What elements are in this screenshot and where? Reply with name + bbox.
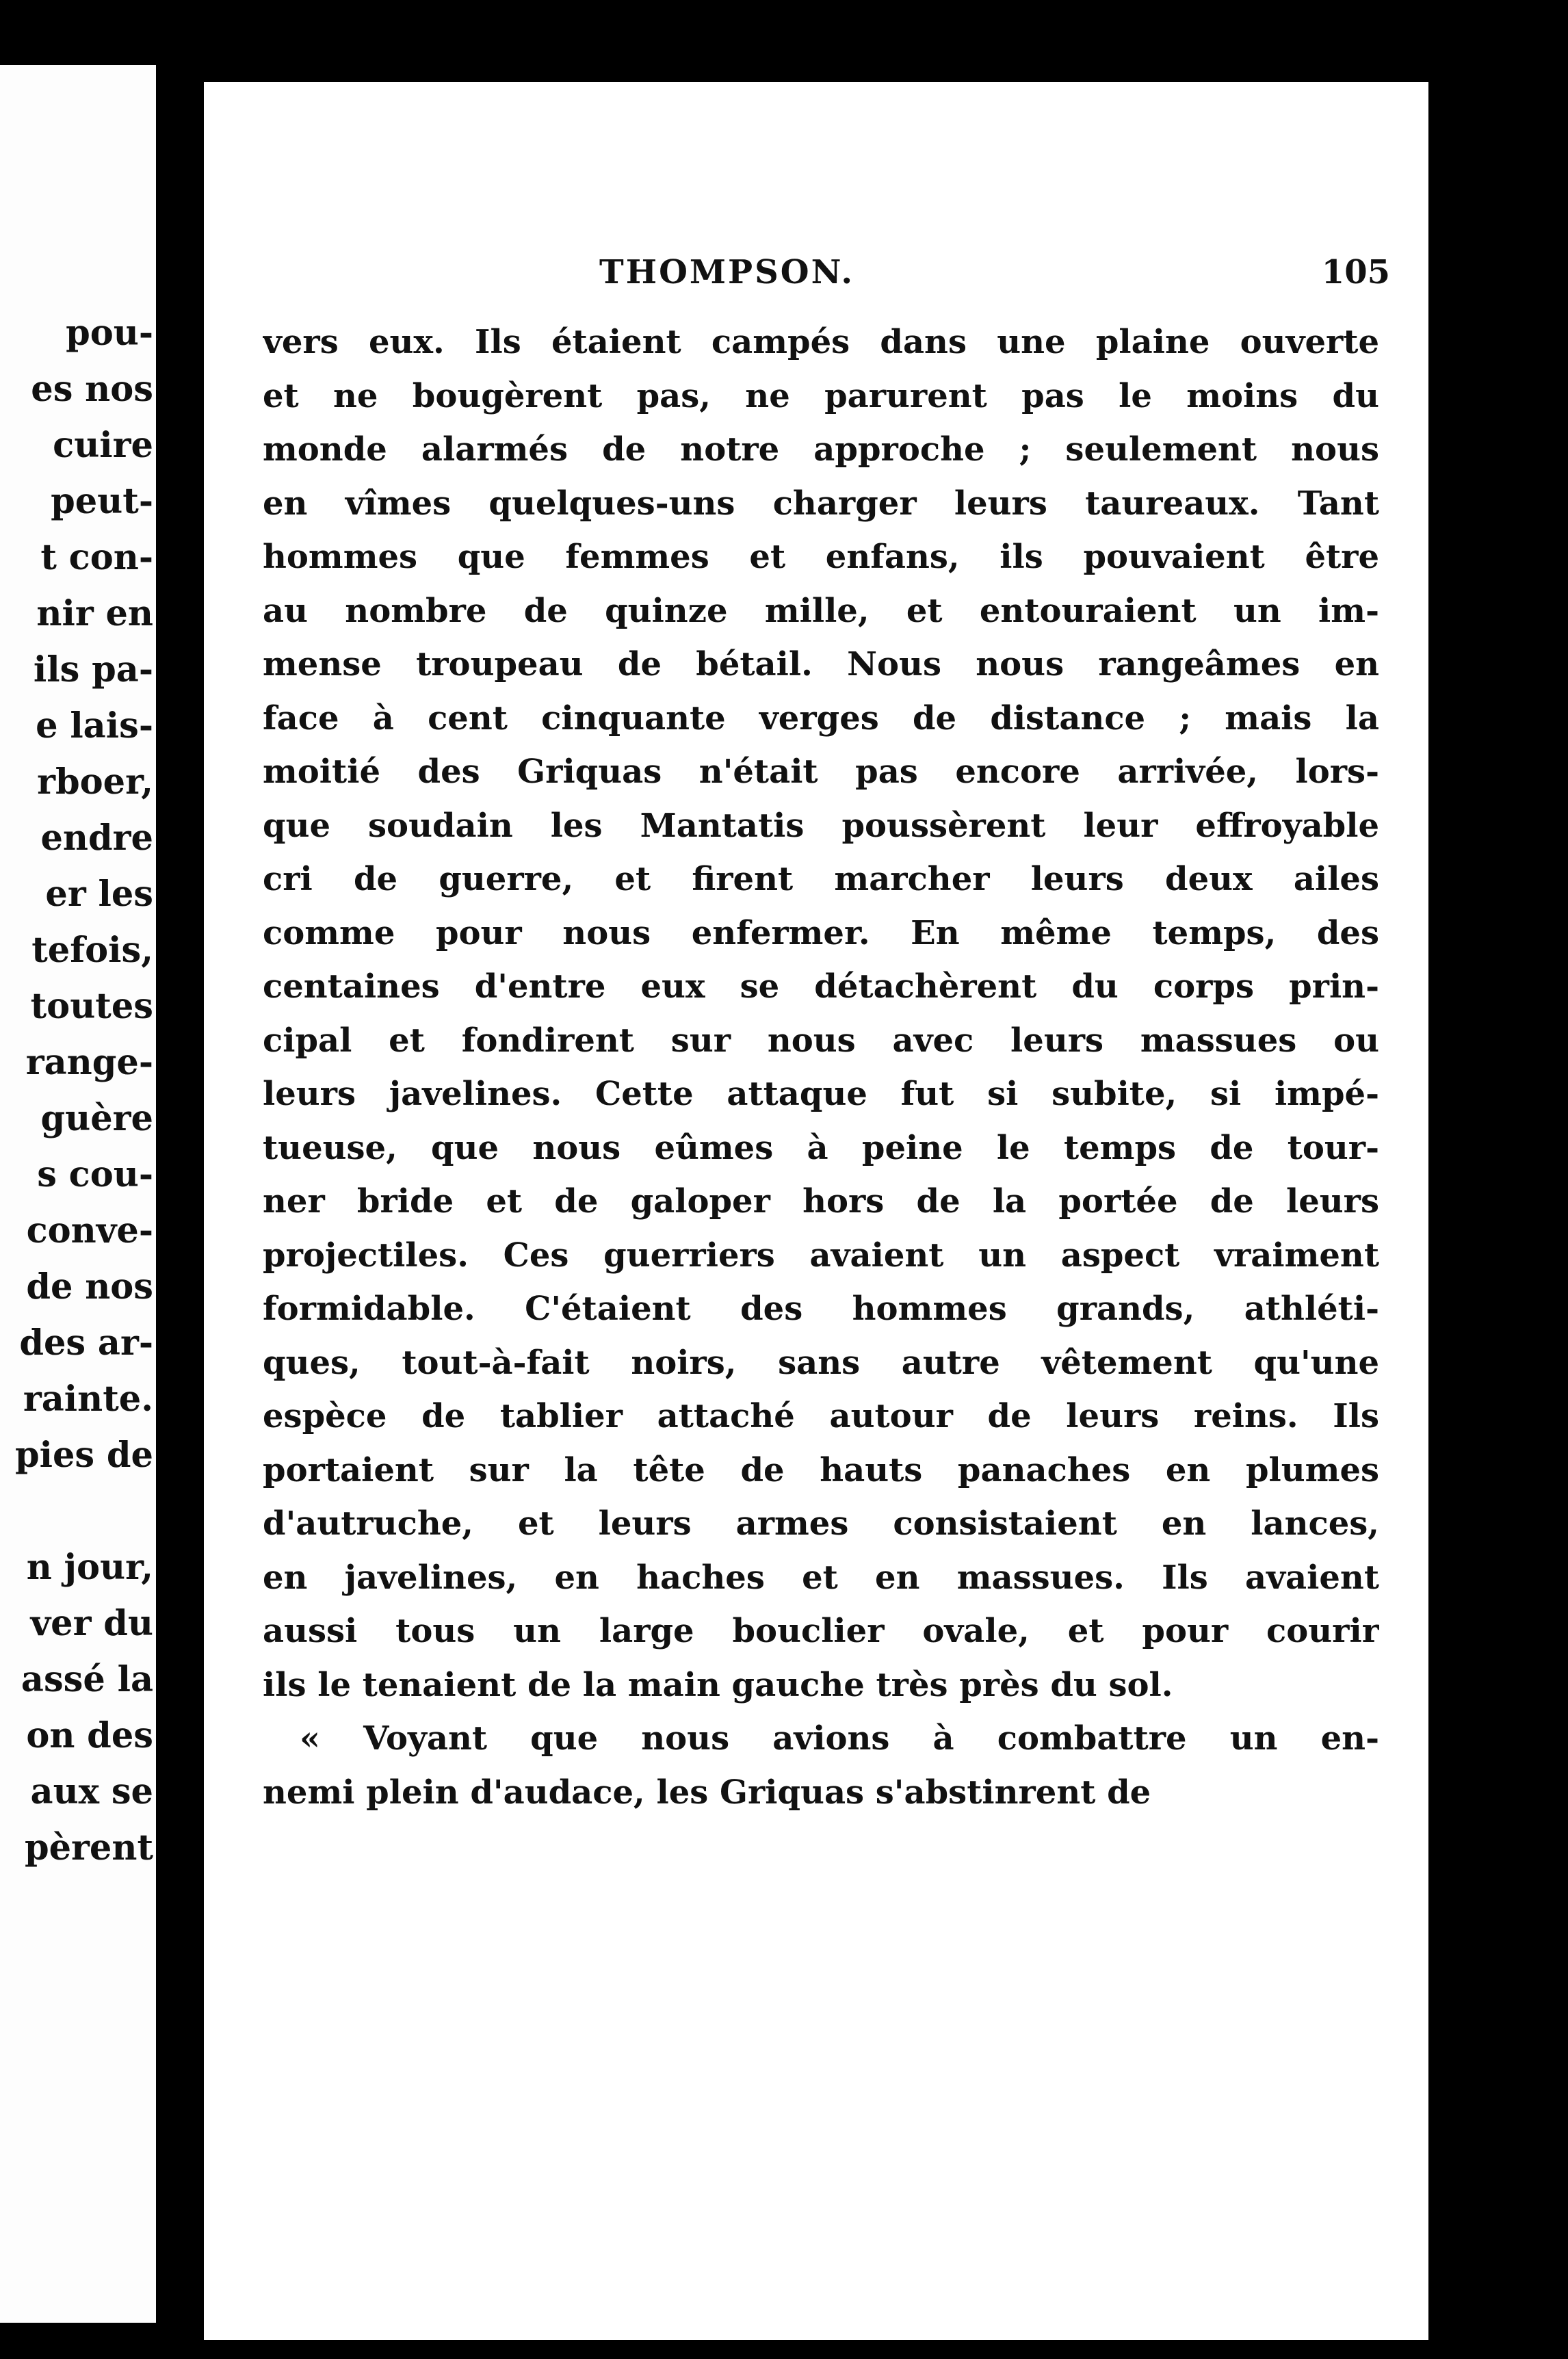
- text-line: ner bride et de galoper hors de la portée de leurs: [263, 1182, 1379, 1221]
- previous-page-line: s cou-: [37, 1154, 153, 1195]
- previous-page-line: de nos: [26, 1266, 153, 1307]
- previous-page-line: es nos: [31, 369, 153, 410]
- text-line: hommes que femmes et enfans, ils pouvaient être: [263, 538, 1379, 576]
- previous-page-line: aux se: [30, 1771, 153, 1812]
- previous-page-line: tefois,: [31, 930, 153, 971]
- text-line: monde alarmés de notre approche ; seulement nous: [263, 430, 1379, 469]
- previous-page-line: e lais-: [36, 705, 153, 746]
- previous-page-line: ver du: [30, 1603, 153, 1644]
- text-line: leurs javelines. Cette attaque fut si subite, si impé-: [263, 1075, 1379, 1113]
- text-line: tueuse, que nous eûmes à peine le temps de tour-: [263, 1129, 1379, 1167]
- previous-page-line: toutes: [30, 986, 153, 1027]
- text-line: ques, tout-à-fait noirs, sans autre vêtement qu'une: [263, 1344, 1379, 1382]
- text-line: centaines d'entre eux se détachèrent du corps prin-: [263, 967, 1379, 1006]
- previous-page-line: endre: [40, 818, 153, 859]
- previous-page-line: cuire: [53, 425, 153, 466]
- text-line: face à cent cinquante verges de distance ; mais la: [263, 699, 1379, 738]
- previous-page-line: pou-: [66, 313, 153, 354]
- previous-page-line: t con-: [40, 537, 153, 578]
- previous-page-line: range-: [25, 1042, 153, 1083]
- previous-page-line: conve-: [26, 1210, 153, 1251]
- running-head-title: THOMPSON.: [599, 253, 855, 291]
- text-line: en javelines, en haches et en massues. Ils avaient: [263, 1559, 1379, 1597]
- text-line: cipal et fondirent sur nous avec leurs massues ou: [263, 1021, 1379, 1060]
- text-line: nemi plein d'audace, les Griquas s'abstinrent de: [263, 1773, 1151, 1812]
- previous-page-line: nir en: [36, 593, 153, 634]
- previous-page-line: rboer,: [37, 761, 153, 803]
- previous-page-line: n jour,: [26, 1547, 153, 1588]
- text-line: au nombre de quinze mille, et entouraient un im-: [263, 592, 1379, 630]
- text-line: cri de guerre, et firent marcher leurs deux ailes: [263, 860, 1379, 898]
- previous-page-line: er les: [45, 874, 153, 915]
- previous-page-line: guère: [40, 1098, 153, 1139]
- text-line: « Voyant que nous avions à combattre un en-: [300, 1719, 1379, 1758]
- previous-page-line: on des: [26, 1715, 153, 1756]
- previous-page-line: ils pa-: [33, 649, 153, 690]
- previous-page-line: pèrent: [24, 1827, 153, 1868]
- previous-page-line: pies de: [14, 1435, 153, 1476]
- text-line: vers eux. Ils étaient campés dans une plaine ouverte: [263, 323, 1379, 361]
- text-line: portaient sur la tête de hauts panaches en plumes: [263, 1451, 1379, 1489]
- book-page: [204, 82, 1428, 2340]
- text-line: ils le tenaient de la main gauche très près du sol.: [263, 1666, 1173, 1704]
- text-line: espèce de tablier attaché autour de leurs reins. Ils: [263, 1397, 1379, 1435]
- text-line: formidable. C'étaient des hommes grands, athléti-: [263, 1290, 1379, 1328]
- text-line: mense troupeau de bétail. Nous nous rangeâmes en: [263, 645, 1379, 683]
- text-line: aussi tous un large bouclier ovale, et pour courir: [263, 1612, 1379, 1650]
- previous-page-line: peut-: [51, 481, 153, 522]
- page-number: 105: [1321, 253, 1390, 291]
- text-line: d'autruche, et leurs armes consistaient en lances,: [263, 1504, 1379, 1543]
- previous-page-line: rainte.: [23, 1379, 153, 1420]
- text-line: et ne bougèrent pas, ne parurent pas le moins du: [263, 377, 1379, 415]
- previous-page-line: assé la: [21, 1659, 153, 1700]
- text-line: moitié des Griquas n'était pas encore arrivée, lors-: [263, 753, 1379, 791]
- book-gutter: [156, 0, 197, 2359]
- text-line: en vîmes quelques-uns charger leurs taureaux. Tant: [263, 484, 1379, 523]
- text-line: comme pour nous enfermer. En même temps, des: [263, 914, 1379, 952]
- previous-page-line: des ar-: [19, 1322, 153, 1364]
- text-line: que soudain les Mantatis poussèrent leur effroyable: [263, 807, 1379, 845]
- running-head: [204, 253, 1428, 301]
- previous-page-fragment: [0, 65, 156, 2323]
- text-line: projectiles. Ces guerriers avaient un aspect vraiment: [263, 1236, 1379, 1275]
